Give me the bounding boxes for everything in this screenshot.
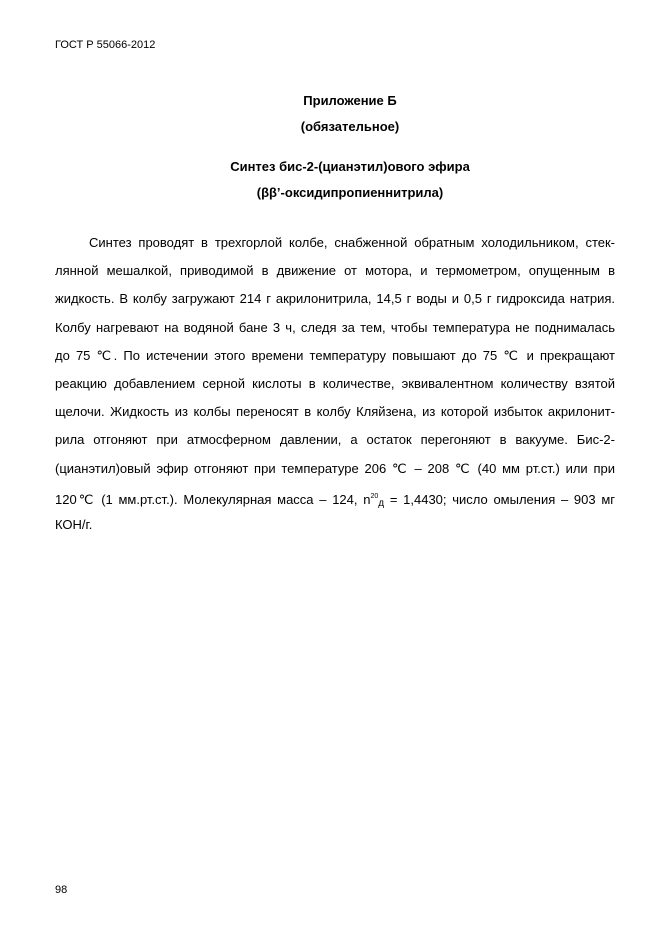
- paragraph-line: до 75 ℃. По истечении этого времени температуру повышают до 75 ℃ и прекращают: [55, 347, 615, 363]
- page-number: 98: [55, 884, 68, 896]
- line-text-after: = 1,4430; число омыления – 903 мг: [384, 491, 616, 507]
- document-code-header: ГОСТ Р 55066-2012: [55, 39, 156, 51]
- paragraph-line: Колбу нагревают на водяной бане 3 ч, следя за тем, чтобы температура не поднималась: [55, 319, 615, 335]
- body-paragraph: [55, 229, 615, 539]
- section-title-line-2: (ββ’-оксидипропиеннитрила): [256, 185, 444, 200]
- line-text-before: 120℃ (1 мм.рт.ст.). Молекулярная масса – 124, n: [55, 491, 371, 507]
- appendix-heading: [200, 88, 500, 140]
- section-heading: [170, 154, 530, 206]
- paragraph-line-refraction: [55, 483, 615, 511]
- paragraph-line: Синтез проводят в трехгорлой колбе, снабженной обратным холодильником, стек-: [89, 235, 615, 250]
- refraction-d-subscript: д: [378, 497, 385, 509]
- paragraph-line: (цианэтил)овый эфир отгоняют при температуре 206 ℃ – 208 ℃ (40 мм рт.ст.) или при: [55, 460, 615, 476]
- appendix-title: Приложение Б: [303, 93, 397, 108]
- section-title-line-1: Синтез бис-2-(цианэтил)ового эфира: [230, 159, 470, 174]
- paragraph-line: щелочи. Жидкость из колбы переносят в колбу Кляйзена, из которой избыток акрилонит-: [55, 404, 615, 420]
- paragraph-line: жидкость. В колбу загружают 214 г акрилонитрила, 14,5 г воды и 0,5 г гидроксида натрия.: [55, 291, 615, 307]
- paragraph-line: реакцию добавлением серной кислоты в количестве, эквивалентном количеству взятой: [55, 375, 615, 391]
- appendix-status: (обязательное): [300, 119, 400, 134]
- paragraph-line-last: КОН/г.: [55, 516, 93, 532]
- paragraph-line: лянной мешалкой, приводимой в движение от мотора, и термометром, опущенным в: [55, 263, 615, 279]
- refraction-temperature-superscript: 20: [370, 492, 379, 500]
- paragraph-line: рила отгоняют при атмосферном давлении, а остаток перегоняют в вакууме. Бис-2-: [55, 432, 615, 448]
